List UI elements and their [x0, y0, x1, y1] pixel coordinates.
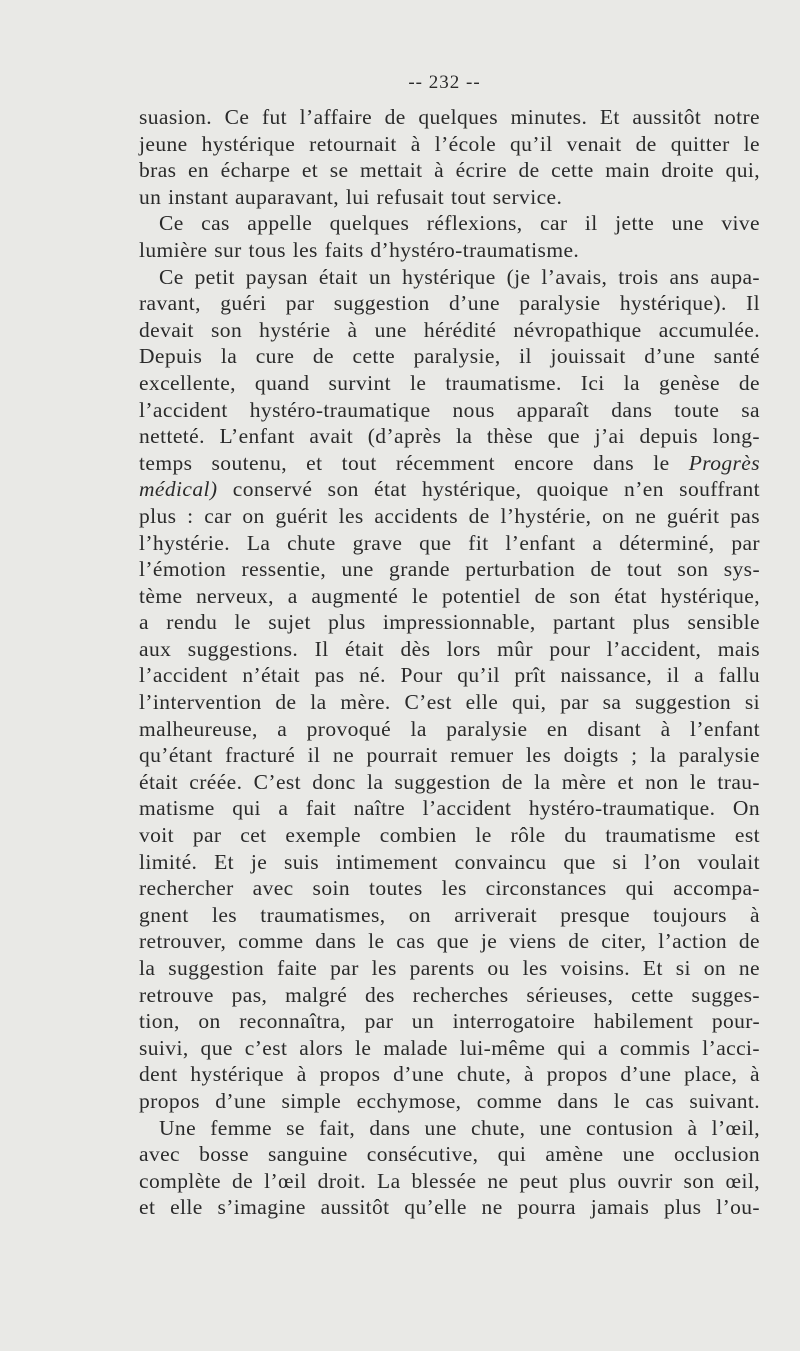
italic-title-medical: médical): [139, 477, 218, 502]
text-line: a rendu le sujet plus impressionnable, partant plus sensible: [139, 610, 760, 635]
text-line: dent hystérique à propos d’une chute, à propos d’une place, à: [139, 1062, 760, 1087]
text-line: retrouve pas, malgré des recherches sérieuses, cette sugges-: [139, 982, 760, 1007]
text-line: Ce cas appelle quelques réflexions, car il jette une vive: [159, 211, 760, 236]
text-line: malheureuse, a provoqué la paralysie en disant à l’enfant: [139, 716, 760, 741]
body-text: [139, 104, 760, 1221]
text-fragment: conservé son état hystérique, quoique n’en souffrant: [232, 477, 760, 502]
text-line: excellente, quand survint le traumatisme. Ici la genèse de: [139, 370, 760, 395]
text-line: limité. Et je suis intimement convaincu que si l’on voulait: [139, 849, 760, 874]
text-line: l’intervention de la mère. C’est elle qui, par sa suggestion si: [139, 690, 760, 715]
text-line: gnent les traumatismes, on arriverait presque toujours à: [139, 902, 760, 927]
text-line: propos d’une simple ecchymose, comme dans le cas suivant.: [139, 1088, 760, 1113]
page-number: -- 232 --: [408, 72, 481, 93]
text-line: bras en écharpe et se mettait à écrire de cette main droite qui,: [139, 158, 760, 183]
text-line: matisme qui a fait naître l’accident hystéro-traumatique. On: [139, 796, 760, 821]
text-line: l’accident n’était pas né. Pour qu’il prît naissance, il a fallu: [139, 663, 760, 688]
text-line: Depuis la cure de cette paralysie, il jouissait d’une santé: [139, 344, 760, 369]
text-line: suasion. Ce fut l’affaire de quelques minutes. Et aussitôt notre: [139, 105, 760, 129]
text-line: lumière sur tous les faits d’hystéro-traumatisme.: [139, 237, 580, 262]
text-line: retrouver, comme dans le cas que je viens de citer, l’action de: [139, 929, 760, 954]
text-line: aux suggestions. Il était dès lors mûr pour l’accident, mais: [139, 636, 760, 661]
text-line-with-italic: [139, 450, 760, 477]
text-line: voit par cet exemple combien le rôle du traumatisme est: [139, 823, 760, 848]
text-line: jeune hystérique retournait à l’école qu’il venait de quitter le: [139, 131, 760, 156]
text-line: rechercher avec soin toutes les circonstances qui accompa-: [139, 876, 760, 901]
text-line: suivi, que c’est alors le malade lui-même qui a commis l’acci-: [139, 1035, 760, 1060]
text-line: la suggestion faite par les parents ou les voisins. Et si on ne: [139, 956, 760, 980]
text-line: complète de l’œil droit. La blessée ne peut plus ouvrir son œil,: [139, 1168, 760, 1193]
text-line: et elle s’imagine aussitôt qu’elle ne pourra jamais plus l’ou-: [139, 1195, 760, 1220]
text-line: Ce petit paysan était un hystérique (je l’avais, trois ans aupa-: [159, 264, 760, 289]
text-line: netteté. L’enfant avait (d’après la thèse que j’ai depuis long-: [139, 424, 760, 449]
text-line: Une femme se fait, dans une chute, une contusion à l’œil,: [159, 1115, 760, 1140]
text-line-with-italic: [139, 476, 760, 503]
text-line: était créée. C’est donc la suggestion de la mère et non le trau-: [139, 769, 760, 794]
text-line: ravant, guéri par suggestion d’une paralysie hystérique). Il: [139, 291, 760, 316]
text-line: avec bosse sanguine consécutive, qui amène une occlusion: [139, 1142, 760, 1167]
text-line: tion, on reconnaîtra, par un interrogatoire habilement pour-: [139, 1009, 760, 1034]
text-line: l’émotion ressentie, une grande perturbation de tout son sys-: [139, 557, 760, 582]
text-line: devait son hystérie à une hérédité névropathique accumulée.: [139, 317, 760, 342]
text-line: l’accident hystéro-traumatique nous apparaît dans toute sa: [139, 397, 760, 422]
text-fragment: temps soutenu, et tout récemment encore dans le: [139, 450, 670, 475]
text-line: qu’étant fracturé il ne pourrait remuer les doigts ; la paralysie: [139, 743, 760, 768]
text-line: plus : car on guérit les accidents de l’hystérie, on ne guérit pas: [139, 503, 760, 528]
text-line: l’hystérie. La chute grave que fit l’enfant a déterminé, par: [139, 530, 760, 555]
text-line: un instant auparavant, lui refusait tout service.: [139, 184, 563, 209]
text-line: tème nerveux, a augmenté le potentiel de son état hystérique,: [139, 583, 760, 608]
italic-title-progres: Progrès: [688, 450, 761, 475]
